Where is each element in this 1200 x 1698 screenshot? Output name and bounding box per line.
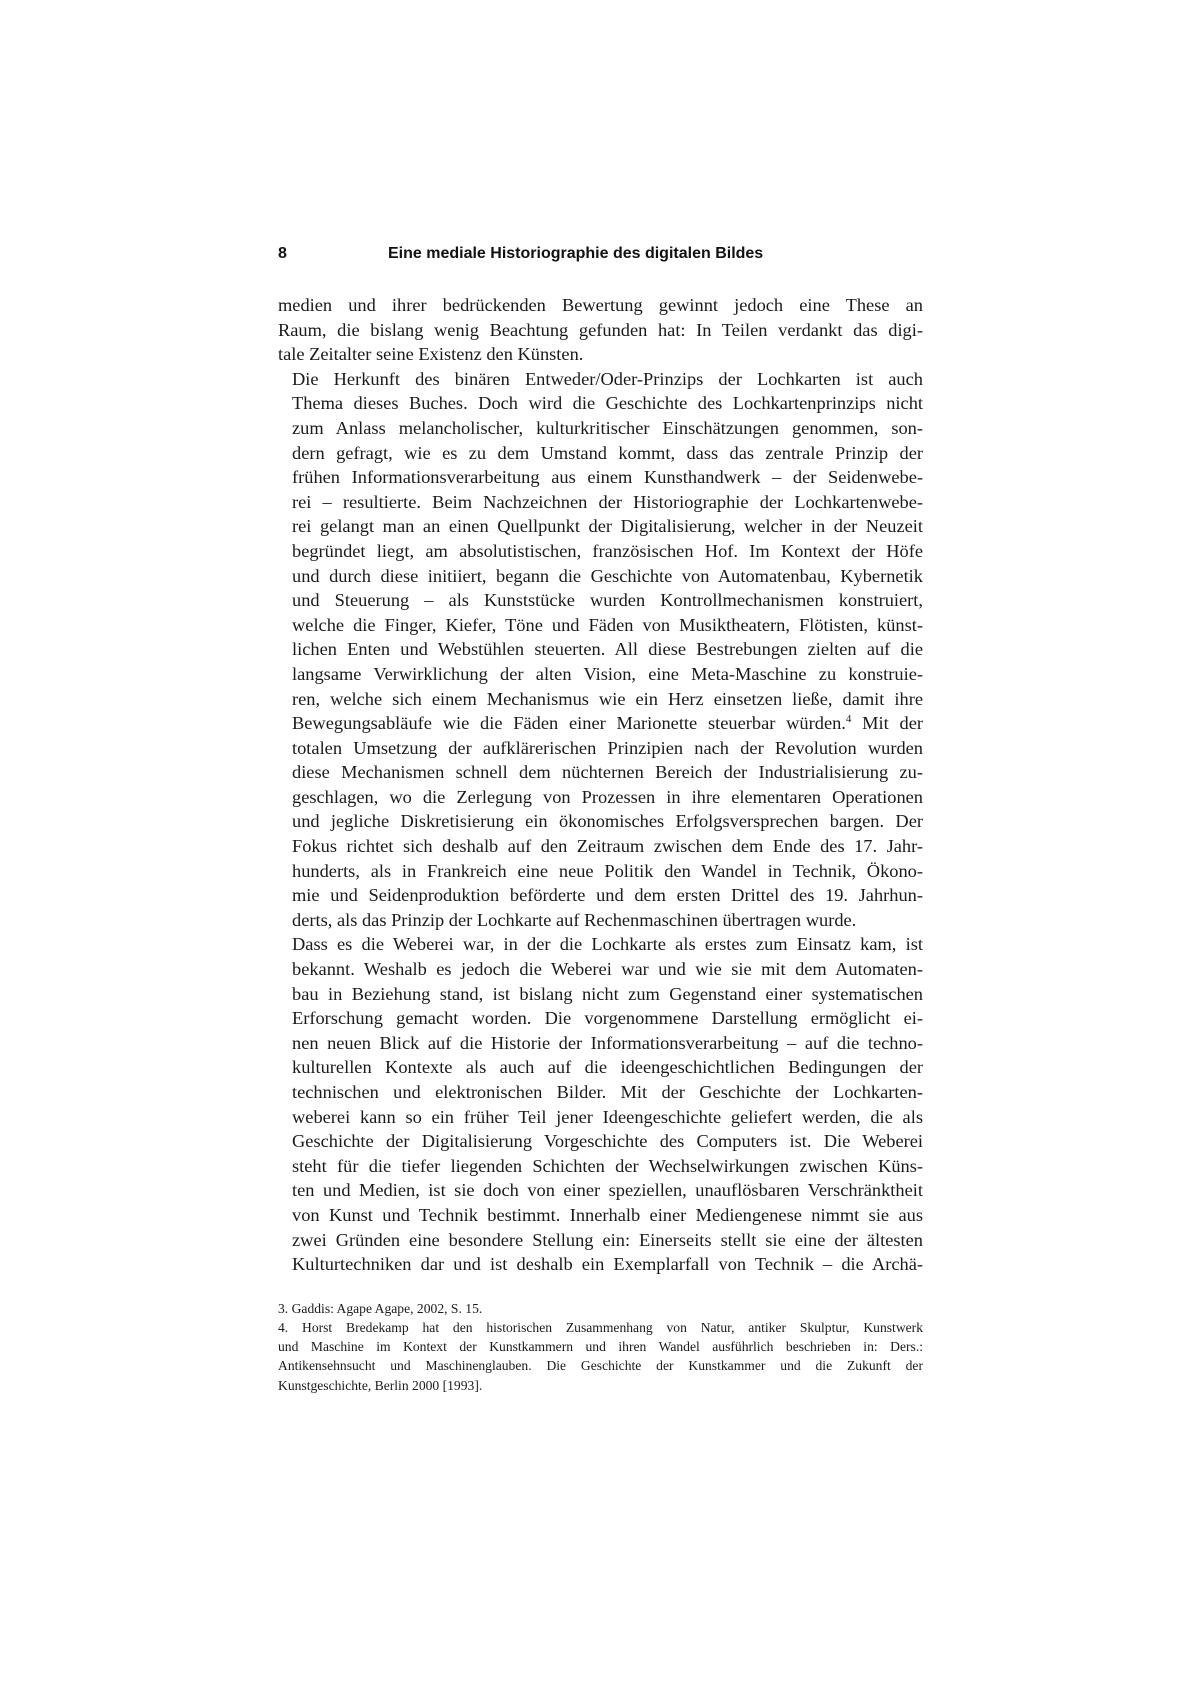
text-line: lichen Enten und Webstühlen steuerten. All diese Bestrebungen zielten auf die [292,639,923,660]
text-line: zum Anlass melancholischer, kulturkritischer Einschätzungen genommen, son- [292,417,923,438]
footnote [278,1299,923,1318]
running-title: Eine mediale Historiographie des digitalen Bildes [388,245,764,262]
text-line: frühen Informationsverarbeitung aus einem Kunsthandwerk – der Seidenwebe- [292,467,923,488]
text-line: Erforschung gemacht worden. Die vorgenommene Darstellung ermöglicht ei- [292,1008,923,1029]
text-line: Geschichte der Digitalisierung Vorgeschichte des Computers ist. Die Weberei [292,1131,923,1152]
text-line: und jegliche Diskretisierung ein ökonomisches Erfolgsversprechen bargen. Der [292,811,923,832]
text-line: ren, welche sich einem Mechanismus wie ein Herz einsetzen ließe, damit ihre [292,688,923,709]
text-line: hunderts, als in Frankreich eine neue Politik den Wandel in Technik, Ökono- [292,860,923,881]
text-line: von Kunst und Technik bestimmt. Innerhalb einer Mediengenese nimmt sie aus [292,1204,923,1225]
text-line: und durch diese initiiert, begann die Geschichte von Automatenbau, Kybernetik [292,565,923,586]
page-number: 8 [278,245,287,262]
text-line: mie und Seidenproduktion beförderte und dem ersten Drittel des 19. Jahrhun- [292,885,923,906]
text-line: Raum, die bislang wenig Beachtung gefunden hat: In Teilen verdankt das digi- [278,319,923,340]
text-line: begründet liegt, am absolutistischen, französischen Hof. Im Kontext der Höfe [292,540,923,561]
text-line: welche die Finger, Kiefer, Töne und Fäden von Musiktheatern, Flötisten, künst- [292,614,923,635]
footnote-line: und Maschine im Kontext der Kunstkammern und ihren Wandel ausführlich beschrieben in: Ders.: [278,1339,923,1355]
text-line: Fokus richtet sich deshalb auf den Zeitraum zwischen dem Ende des 17. Jahr- [292,836,923,857]
text-line: steht für die tiefer liegenden Schichten der Wechselwirkungen zwischen Küns- [292,1155,923,1176]
footnote-line: Kunstgeschichte, Berlin 2000 [1993]. [278,1377,483,1393]
text-line: zwei Gründen eine besondere Stellung ein: Einerseits stellt sie eine der ältesten [292,1229,923,1250]
text-line: Bewegungsabläufe wie die Fäden einer Marionette steuerbar würden.$^4$ Mit der [292,713,924,734]
text-line: dern gefragt, wie es zu dem Umstand kommt, dass das zentrale Prinzip der [292,442,923,463]
text-line: rei – resultierte. Beim Nachzeichnen der Historiographie der Lochkartenwebe- [292,491,923,512]
text-line: derts, als das Prinzip der Lochkarte auf Rechenmaschinen übertragen wurde. [292,909,857,930]
text-line: ten und Medien, ist sie doch von einer speziellen, unauflösbaren Verschränktheit [292,1180,923,1201]
text-line: nen neuen Blick auf die Historie der Informationsverarbeitung – auf die techno- [292,1032,923,1053]
text-line: medien und ihrer bedrückenden Bewertung gewinnt jedoch eine These an [278,295,923,315]
text-line: rei gelangt man an einen Quellpunkt der Digitalisierung, welcher in der Neuzeit [292,516,923,537]
body-text [278,293,923,1277]
text-line: kulturellen Kontexte als auch auf die ideengeschichtlichen Bedingungen der [292,1057,923,1078]
text-line: diese Mechanismen schnell dem nüchternen Bereich der Industrialisierung zu- [292,762,923,783]
text-line: bau in Beziehung stand, ist bislang nicht zum Gegenstand einer systematischen [292,983,923,1004]
footnote-line: Antikensehnsucht und Maschinenglauben. Die Geschichte der Kunstkammer und die Zukunft der [278,1358,923,1374]
paragraph [278,293,923,367]
text-line: geschlagen, wo die Zerlegung von Prozessen in ihre elementaren Operationen [292,786,923,807]
text-line: weberei kann so ein früher Teil jener Ideengeschichte geliefert werden, die als [292,1106,923,1127]
text-line: Die Herkunft des binären Entweder/Oder-Prinzips der Lochkarten ist auch [292,368,923,389]
text-line: technischen und elektronischen Bilder. Mit der Geschichte der Lochkarten- [292,1082,923,1102]
footnote-reference[interactable]: 4 [845,713,852,726]
footnote-line: 4. Horst Bredekamp hat den historischen Zusammenhang von Natur, antiker Skulptur, Kunstwerk [278,1319,923,1335]
paragraph [278,367,923,933]
footnote-line: 3. Gaddis: Agape Agape, 2002, S. 15. [278,1300,483,1316]
footnote [278,1318,923,1395]
book-page [278,245,923,1395]
text-line: und Steuerung – als Kunststücke wurden Kontrollmechanismen konstruiert, [292,590,923,611]
text-line: tale Zeitalter seine Existenz den Künsten. [278,344,584,365]
text-line: langsame Verwirklichung der alten Vision, eine Meta-Maschine zu konstruie- [292,663,923,684]
paragraph [278,932,923,1276]
text-line: Kulturtechniken dar und ist deshalb ein Exemplarfall von Technik – die Archä- [292,1254,923,1275]
text-line: Dass es die Weberei war, in der die Lochkarte als erstes zum Einsatz kam, ist [292,934,923,955]
running-head [278,245,923,267]
footnotes [278,1299,923,1395]
text-line: Thema dieses Buches. Doch wird die Geschichte des Lochkartenprinzips nicht [292,393,923,414]
text-line: bekannt. Weshalb es jedoch die Weberei war und wie sie mit dem Automaten- [292,959,923,980]
text-line: totalen Umsetzung der aufklärerischen Prinzipien nach der Revolution wurden [292,737,923,758]
